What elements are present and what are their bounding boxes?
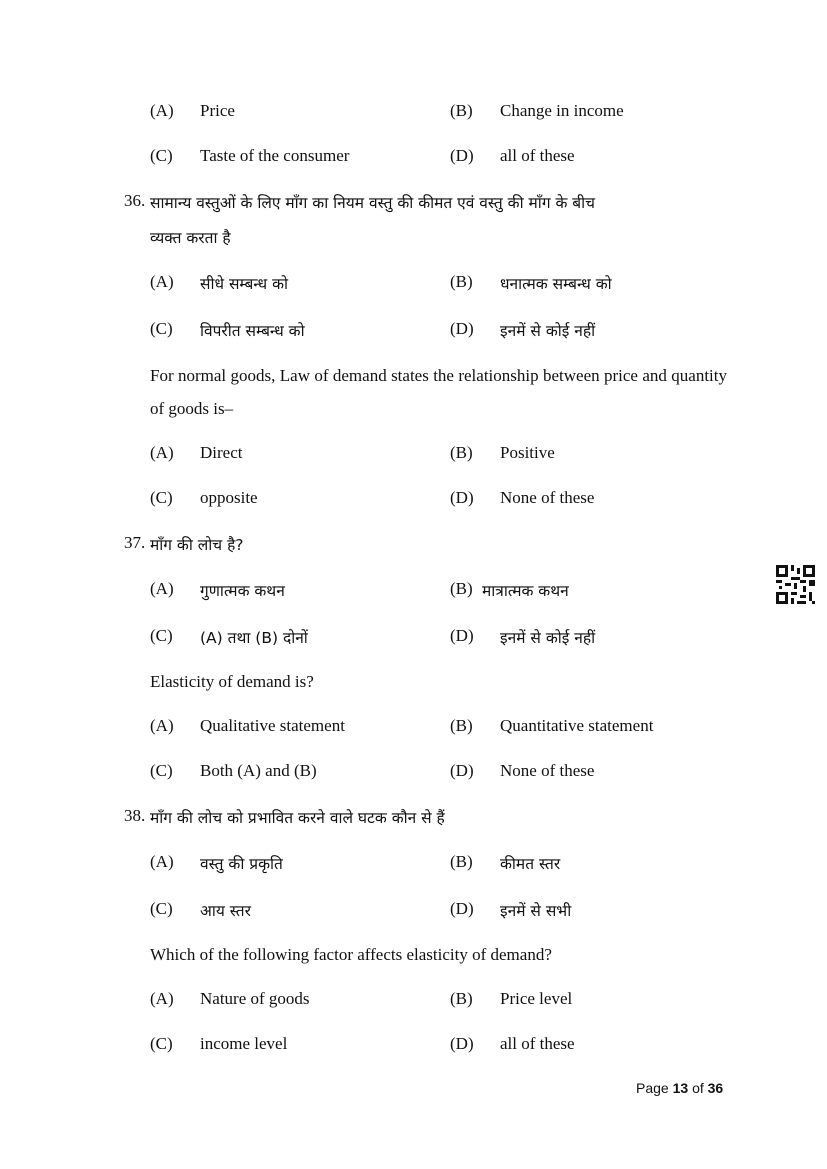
option-text: Positive: [500, 443, 555, 462]
option-label: (D): [450, 146, 474, 165]
question-hindi-text-cont: व्यक्त करता है: [150, 229, 231, 247]
option-text: वस्तु की प्रकृति: [200, 855, 283, 873]
option-label: (A): [150, 101, 174, 120]
of-label: of: [692, 1080, 704, 1096]
option-label: (B): [450, 579, 473, 598]
question-number: 38.: [124, 806, 146, 825]
option-label: (A): [150, 852, 174, 871]
option-text: None of these: [500, 488, 595, 507]
option-label: (D): [450, 626, 474, 645]
option-text: Nature of goods: [200, 989, 310, 1008]
option-label: (C): [150, 899, 173, 918]
option-text: (A) तथा (B) दोनों: [200, 629, 308, 647]
page-label: Page: [636, 1080, 669, 1096]
option-text: इनमें से सभी: [500, 902, 572, 920]
option-text: Taste of the consumer: [200, 146, 350, 165]
option-text: Quantitative statement: [500, 716, 654, 735]
option-text: Price: [200, 101, 235, 120]
option-label: (C): [150, 488, 173, 507]
option-label: (C): [150, 319, 173, 338]
option-label: (C): [150, 626, 173, 645]
option-label: (A): [150, 272, 174, 291]
option-text: गुणात्मक कथन: [200, 582, 285, 600]
option-label: (A): [150, 716, 174, 735]
option-label: (D): [450, 488, 474, 507]
option-text: इनमें से कोई नहीं: [500, 322, 596, 340]
option-text: मात्रात्मक कथन: [482, 582, 569, 600]
option-text: income level: [200, 1034, 288, 1053]
option-text: Change in income: [500, 101, 624, 120]
option-text: Direct: [200, 443, 243, 462]
option-label: (B): [450, 272, 473, 291]
option-label: (C): [150, 761, 173, 780]
option-label: (B): [450, 989, 473, 1008]
question-number: 37.: [124, 533, 146, 552]
page-footer: [636, 1080, 723, 1096]
option-label: (A): [150, 579, 174, 598]
option-label: (D): [450, 1034, 474, 1053]
option-text: None of these: [500, 761, 595, 780]
option-text: all of these: [500, 146, 575, 165]
option-text: Qualitative statement: [200, 716, 345, 735]
option-label: (A): [150, 443, 174, 462]
option-label: (B): [450, 443, 473, 462]
question-english-text: Elasticity of demand is?: [150, 672, 314, 691]
page-number: 13: [672, 1080, 689, 1096]
option-text: all of these: [500, 1034, 575, 1053]
option-text: आय स्तर: [200, 902, 251, 920]
option-text: opposite: [200, 488, 258, 507]
option-text: सीधे सम्बन्ध को: [200, 275, 288, 293]
option-label: (D): [450, 899, 474, 918]
option-text: विपरीत सम्बन्ध को: [200, 322, 305, 340]
option-label: (D): [450, 319, 474, 338]
question-hindi-text: सामान्य वस्तुओं के लिए माँग का नियम वस्तु की कीमत एवं वस्तु की माँग के बीच: [150, 194, 596, 212]
qr-code-icon: [776, 565, 815, 604]
option-label: (C): [150, 1034, 173, 1053]
option-label: (B): [450, 716, 473, 735]
option-text: इनमें से कोई नहीं: [500, 629, 596, 647]
total-pages: 36: [707, 1080, 724, 1096]
option-label: (B): [450, 852, 473, 871]
option-text: कीमत स्तर: [500, 855, 561, 873]
option-label: (D): [450, 761, 474, 780]
option-label: (B): [450, 101, 473, 120]
question-english-text: Which of the following factor affects elasticity of demand?: [150, 945, 552, 964]
option-label: (C): [150, 146, 173, 165]
option-text: धनात्मक सम्बन्ध को: [500, 275, 612, 293]
option-text: Price level: [500, 989, 573, 1008]
question-hindi-text: माँग की लोच है?: [150, 536, 244, 554]
question-english-text: For normal goods, Law of demand states the relationship between price and quantity of goods is–: [150, 366, 727, 418]
question-number: 36.: [124, 191, 146, 210]
question-hindi-text: माँग की लोच को प्रभावित करने वाले घटक कौन से हैं: [150, 809, 445, 827]
option-label: (A): [150, 989, 174, 1008]
option-text: Both (A) and (B): [200, 761, 317, 780]
